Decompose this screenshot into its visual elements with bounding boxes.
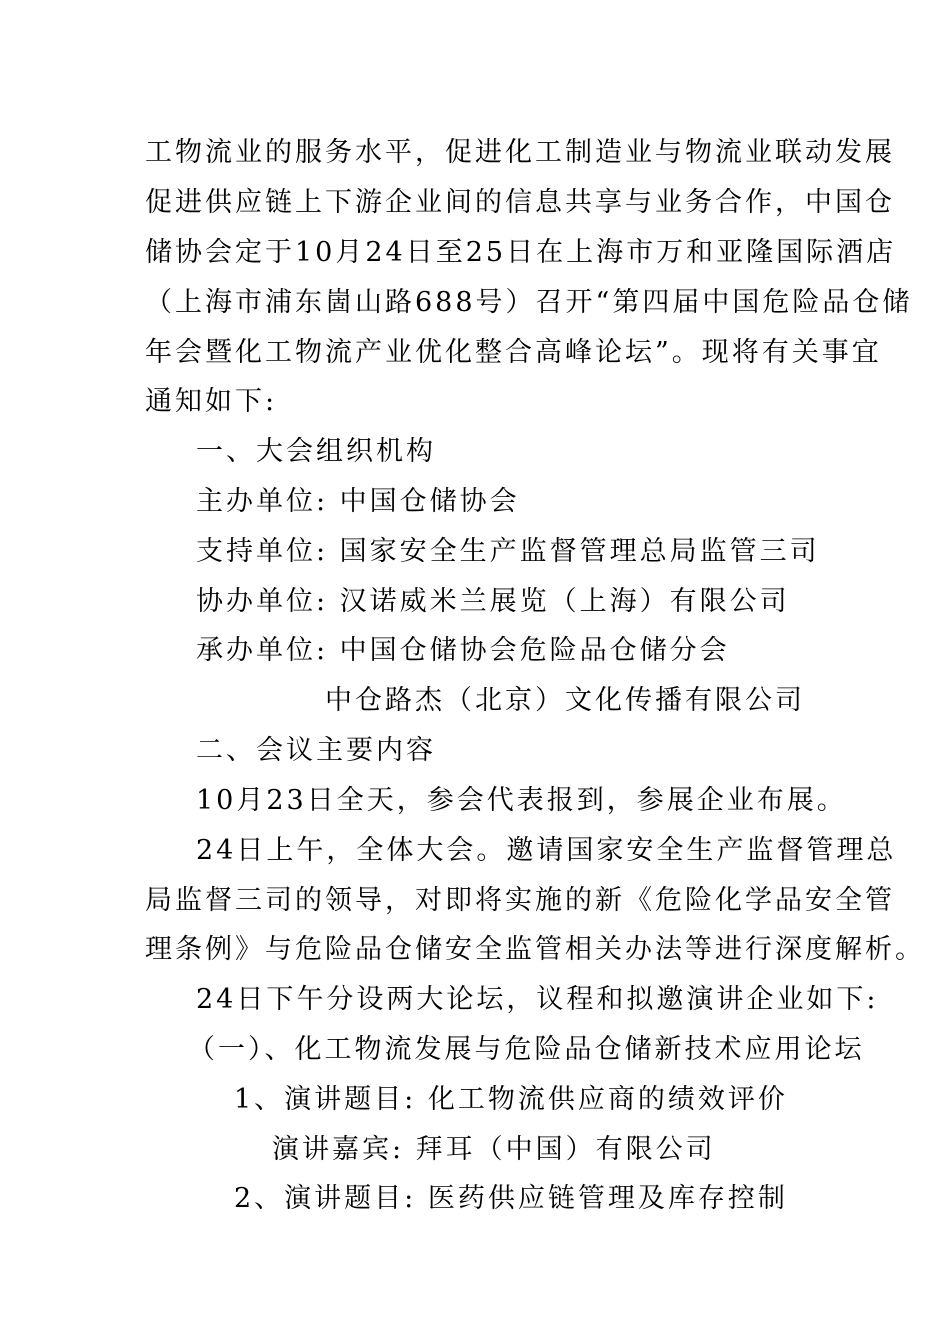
co-organizer-line: 协办单位: 汉诺威米兰展览（上海）有限公司 — [196, 586, 790, 617]
speech-speaker-1: 演讲嘉宾: 拜耳（中国）有限公司 — [272, 1134, 716, 1165]
schedule-line-oct23: 10月23日全天，参会代表报到，参展企业布展。 — [196, 785, 847, 816]
section-heading-content: 二、会议主要内容 — [196, 735, 436, 766]
schedule-line-24-afternoon: 24日下午分设两大论坛，议程和拟邀演讲企业如下: — [196, 984, 879, 1015]
speech-topic-2: 2、演讲题目: 医药供应链管理及库存控制 — [234, 1183, 788, 1214]
paragraph-line-4: （上海市浦东崮山路688号）召开“第四届中国危险品仓储 — [145, 287, 913, 318]
paragraph-line-1: 工物流业的服务水平，促进化工制造业与物流业联动发展 — [145, 137, 895, 168]
organizer-line-2: 中仓路杰（北京）文化传播有限公司 — [325, 685, 805, 716]
schedule-line-24-morning-2: 局监督三司的领导，对即将实施的新《危险化学品安全管 — [145, 885, 895, 916]
paragraph-line-3: 储协会定于10月24日至25日在上海市万和亚隆国际酒店 — [145, 237, 897, 268]
section-heading-organization: 一、大会组织机构 — [196, 436, 436, 467]
paragraph-line-5: 年会暨化工物流产业优化整合高峰论坛”。现将有关事宜 — [145, 337, 882, 368]
host-unit-line: 主办单位: 中国仓储协会 — [196, 486, 520, 517]
schedule-line-24-morning: 24日上午，全体大会。邀请国家安全生产监督管理总 — [196, 835, 897, 866]
paragraph-line-2: 促进供应链上下游企业间的信息共享与业务合作，中国仓 — [145, 187, 895, 218]
organizer-line: 承办单位: 中国仓储协会危险品仓储分会 — [196, 635, 730, 666]
support-unit-line: 支持单位: 国家安全生产监督管理总局监管三司 — [196, 536, 820, 567]
paragraph-line-6: 通知如下: — [145, 386, 278, 417]
speech-topic-1: 1、演讲题目: 化工物流供应商的绩效评价 — [234, 1084, 788, 1115]
forum-heading-1: （一）、化工物流发展与危险品仓储新技术应用论坛 — [188, 1034, 865, 1065]
schedule-line-24-morning-3: 理条例》与危险品仓储安全监管相关办法等进行深度解析。 — [145, 934, 925, 965]
